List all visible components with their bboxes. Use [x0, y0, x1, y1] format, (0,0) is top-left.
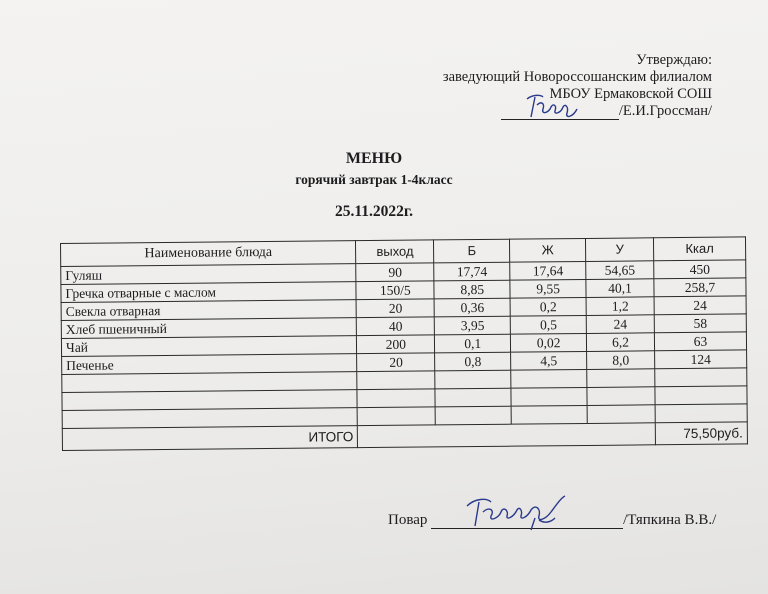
column-header-output: выход [356, 240, 434, 264]
total-value: 75,50руб. [655, 422, 747, 445]
dish-protein: 0,36 [434, 298, 510, 317]
column-header-dish: Наименование блюда [61, 241, 357, 267]
column-header-kcal: Ккал [654, 237, 746, 261]
dish-carbs: 6,2 [587, 333, 655, 352]
dish-fat: 0,2 [510, 297, 586, 316]
dish-output: 40 [357, 317, 435, 336]
approval-heading: Утверждаю: [636, 52, 712, 68]
dish-kcal: 63 [654, 332, 746, 351]
dish-fat: 0,5 [510, 315, 586, 334]
total-label: ИТОГО [62, 426, 358, 451]
dish-protein: 17,74 [434, 262, 510, 281]
approval-signature-line [501, 103, 712, 120]
dish-name: Гречка отварные с маслом [61, 282, 357, 303]
dish-kcal: 258,7 [654, 278, 746, 297]
dish-name: Чай [61, 336, 357, 357]
dish-carbs: 54,65 [586, 261, 654, 280]
dish-output: 150/5 [356, 281, 434, 300]
cook-signature-blank [431, 512, 623, 529]
dish-name: Гуляш [61, 264, 357, 285]
approval-position: заведующий Новороссошанским филиалом [442, 69, 712, 85]
dish-carbs: 40,1 [586, 279, 654, 298]
dish-name: Печенье [62, 354, 358, 375]
dish-name: Свекла отварная [61, 300, 357, 321]
dish-fat: 17,64 [510, 261, 586, 280]
approval-name: /Е.И.Гроссман/ [618, 103, 712, 119]
cook-signature [461, 492, 571, 532]
dish-kcal: 58 [654, 314, 746, 333]
dish-fat: 9,55 [510, 279, 586, 298]
dish-kcal: 450 [654, 260, 746, 279]
menu-date: 25.11.2022г. [334, 203, 414, 220]
dish-protein: 0,1 [435, 334, 511, 353]
column-header-carbs: У [586, 238, 654, 262]
dish-output: 20 [356, 299, 434, 318]
dish-output: 20 [357, 353, 435, 372]
cook-signature-block [388, 512, 716, 529]
dish-output: 90 [356, 263, 434, 282]
approval-signature-blank [501, 105, 619, 120]
dish-carbs: 24 [586, 315, 654, 334]
dish-fat: 4,5 [511, 351, 587, 370]
dish-kcal: 124 [655, 350, 747, 369]
dish-carbs: 1,2 [586, 297, 654, 316]
dish-fat: 0,02 [511, 333, 587, 352]
dish-protein: 8,85 [434, 280, 510, 299]
dish-carbs: 8,0 [587, 351, 655, 370]
total-empty-cell [358, 423, 656, 448]
column-header-fat: Ж [510, 238, 586, 262]
menu-title: МЕНЮ [345, 150, 403, 167]
cook-label: Повар [388, 512, 428, 528]
dish-name: Хлеб пшеничный [61, 318, 357, 339]
dish-output: 200 [357, 335, 435, 354]
cook-name: /Тяпкина В.В./ [623, 512, 717, 528]
menu-table [60, 236, 748, 451]
approval-block [443, 52, 712, 120]
dish-protein: 0,8 [435, 352, 511, 371]
approval-school: МБОУ Ермаковской СОШ [549, 86, 712, 102]
dish-protein: 3,95 [435, 316, 511, 335]
dish-kcal: 24 [654, 296, 746, 315]
menu-subtitle: горячий завтрак 1-4класс [295, 172, 453, 187]
column-header-protein: Б [434, 239, 510, 263]
director-signature [523, 91, 583, 121]
